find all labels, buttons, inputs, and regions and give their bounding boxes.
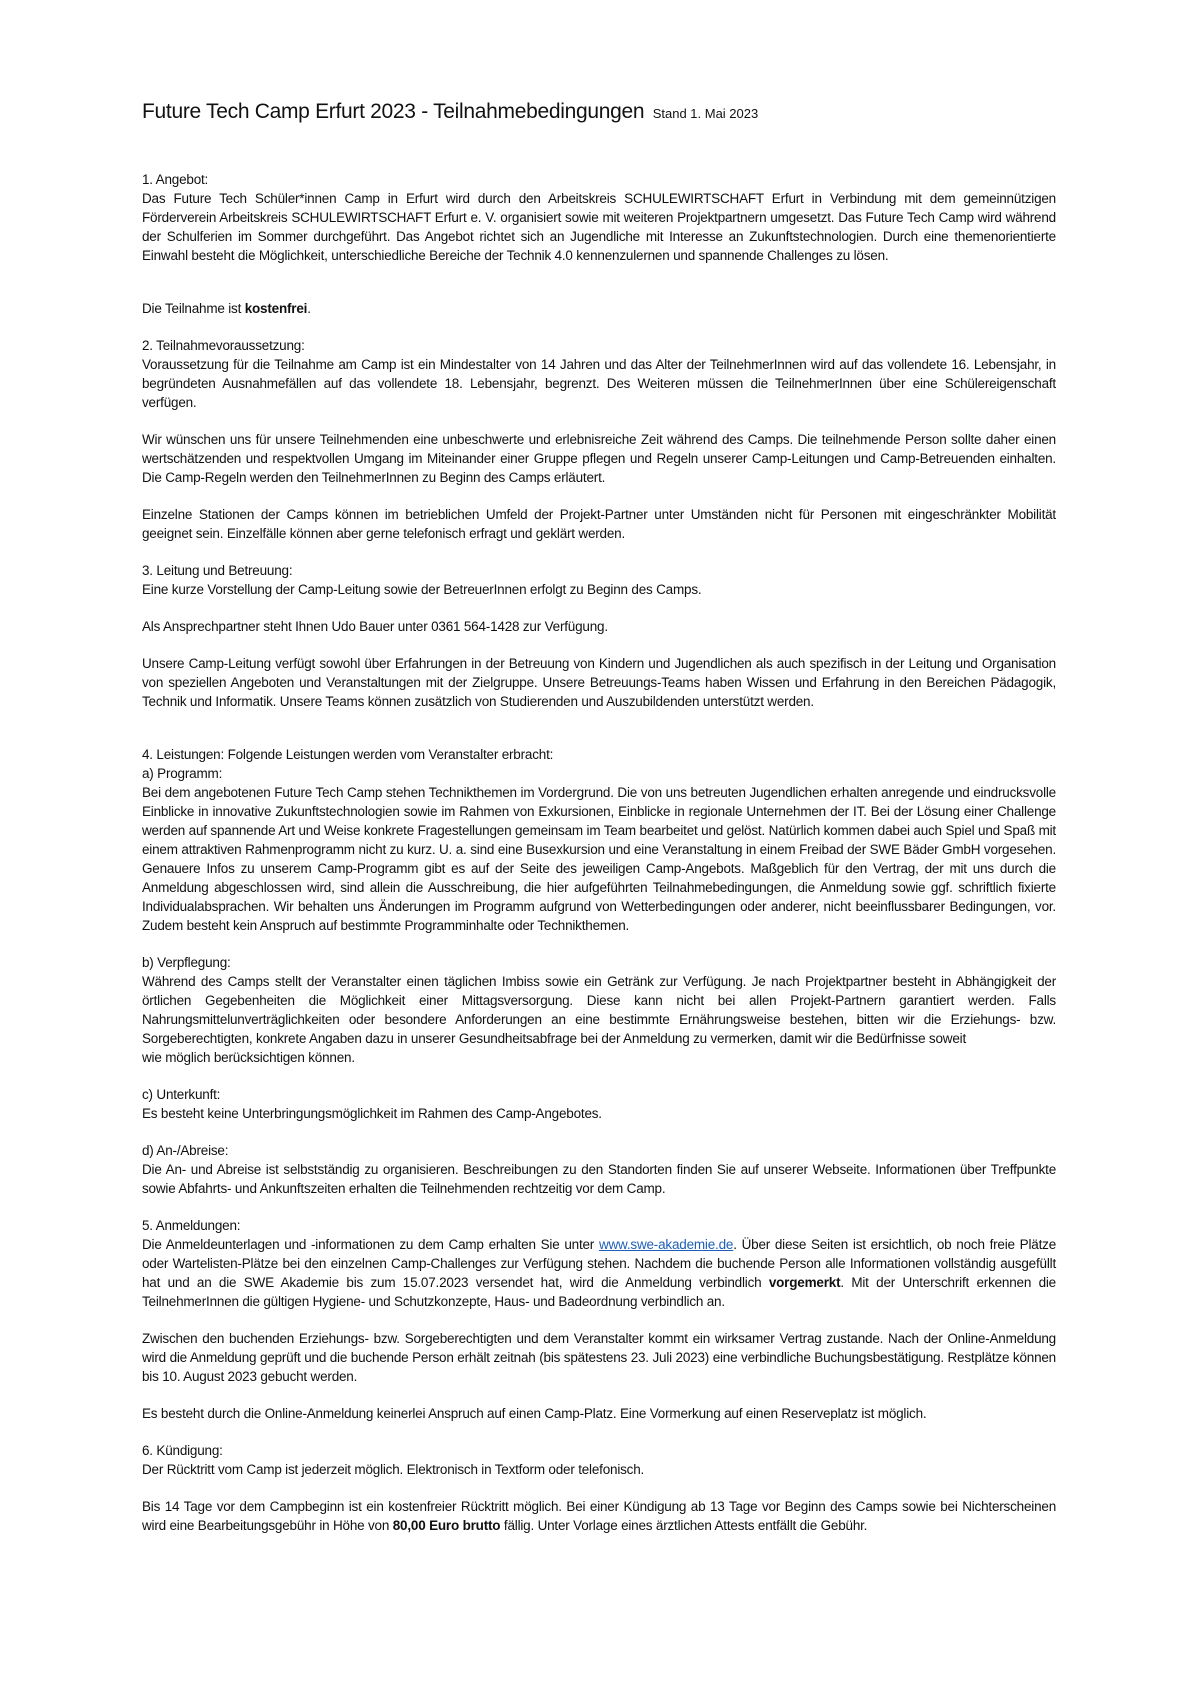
section-4d-body: Die An- und Abreise ist selbstständig zu organisieren. Beschreibungen zu den Standorten finden Sie auf unserer Webseite. Informationen über Treffpunkte sowie Abfahrts- und Ankunftszeiten erhalten die Teilnehmenden rechtzeitig vor dem Camp. (142, 1162, 1056, 1196)
section-3-heading: 3. Leitung und Betreuung: (142, 563, 293, 578)
section-5-heading: 5. Anmeldungen: (142, 1218, 241, 1233)
section-4b-body-end: wie möglich berücksichtigen können. (142, 1050, 355, 1065)
section-4c-body: Es besteht keine Unterbringungsmöglichkeit im Rahmen des Camp-Angebotes. (142, 1106, 602, 1121)
fee-statement-text: Die Teilnahme ist (142, 301, 245, 316)
section-6-fee-amount: 80,00 Euro brutto (392, 1518, 501, 1533)
section-5-text-b: . Über diese Seiten ist ersichtlich, ob noch freie Plätze oder Wartelisten-Plätze bei den einzelnen Camp-Challenges zur Verfügung stehen. Nachdem die buchende Person alle Informationen vollständig ausgefüllt hat und an die SWE Akademie bis zum 15.07.2023 versendet hat, wird die Anmeldung verbindlich (142, 1237, 1056, 1290)
version-date: Stand 1. Mai 2023 (652, 106, 759, 121)
title-text: Future Tech Camp Erfurt 2023 - Teilnahmebedingungen (142, 100, 645, 123)
section-4a-body: Bei dem angebotenen Future Tech Camp stehen Technikthemen im Vordergrund. Die von uns betreuten Jugendlichen erhalten anregende und eindrucksvolle Einblicke in innovative Zukunftstechnologien sowie im Rahmen von Exkursionen, Einblicke in regionale Unternehmen der IT. Bei der Lösung einer Challenge werden auf spannende Art und Weise konkrete Fragestellungen gemeinsam im Team bearbeitet und gelöst. Natürlich kommen dabei auch Spiel und Spaß mit einem attraktiven Rahmenprogramm nicht zu kurz. U. a. sind eine Busexkursion und eine Veranstaltung in einem Freibad der SWE Bäder GmbH vorgesehen. Genauere Infos zu unserem Camp-Programm gibt es auf der Seite des jeweiligen Camp-Angebots. Maßgeblich für den Vertrag, der mit uns durch die Anmeldung abgeschlossen wird, sind allein die Ausschreibung, die hier aufgeführten Teilnahmebedingungen, die Anmeldung sowie ggf. schriftlich fixierte Individualabsprachen. Wir behalten uns Änderungen im Programm aufgrund von Wetterbedingungen oder anderer, nicht beeinflussbarer Bedingungen, vor. Zudem besteht kein Anspruch auf bestimmte Programminhalte oder Technikthemen. (142, 785, 1056, 933)
section-2-paragraph-1: Voraussetzung für die Teilnahme am Camp ist ein Mindestalter von 14 Jahren und das Alter der TeilnehmerInnen wird auf das vollendete 16. Lebensjahr, in begründeten Ausnahmefällen auf das vollendete 18. Lebensjahr, begrenzt. Des Weiteren müssen die TeilnehmerInnen über eine Schülereigenschaft verfügen. (142, 357, 1056, 410)
section-4c-heading: c) Unterkunft: (142, 1087, 221, 1102)
fee-statement-bold: kostenfrei (244, 301, 308, 316)
section-3-contact: Als Ansprechpartner steht Ihnen Udo Bauer unter 0361 564-1428 zur Verfügung. (142, 619, 608, 634)
fee-statement (142, 299, 1056, 318)
section-6-paragraph-1: Der Rücktritt vom Camp ist jederzeit möglich. Elektronisch in Textform oder telefonisch. (142, 1462, 645, 1477)
fee-statement-end: . (307, 301, 311, 316)
section-1-body: Das Future Tech Schüler*innen Camp in Erfurt wird durch den Arbeitskreis SCHULEWIRTSCHAFT Erfurt in Verbindung mit dem gemeinnützigen Förderverein Arbeitskreis SCHULEWIRTSCHAFT Erfurt e. V. organisiert sowie mit weiteren Projektpartnern umgesetzt. Das Future Tech Camp wird während der Schulferien im Sommer durchgeführt. Das Angebot richtet sich an Jugendliche mit Interesse an Zukunftstechnologien. Durch eine themenorientierte Einwahl besteht die Möglichkeit, unterschiedliche Bereiche der Technik 4.0 kennenzulernen und spannende Challenges zu lösen. (142, 191, 1056, 263)
section-6-paragraph-2 (142, 1497, 1056, 1535)
document-title (142, 100, 758, 124)
section-5-paragraph-2: Zwischen den buchenden Erziehungs- bzw. Sorgeberechtigten und dem Veranstalter kommt ein wirksamer Vertrag zustande. Nach der Online-Anmeldung wird die Anmeldung geprüft und die buchende Person erhält zeitnah (bis spätestens 23. Juli 2023) eine verbindliche Buchungsbestätigung. Restplätze können bis 10. August 2023 gebucht werden. (142, 1331, 1056, 1384)
section-4a-heading: a) Programm: (142, 766, 223, 781)
section-5-text-c: . Mit der Unterschrift erkennen die TeilnehmerInnen die gültigen Hygiene- und Schutzkonzepte, Haus- und Badeordnung verbindlich an. (142, 1275, 1056, 1309)
section-3-paragraph-3: Unsere Camp-Leitung verfügt sowohl über Erfahrungen in der Betreuung von Kindern und Jugendlichen als auch spezifisch in der Leitung und Organisation von speziellen Angeboten und Veranstaltungen mit der Zielgruppe. Unsere Betreuungs-Teams haben Wissen und Erfahrung in den Bereichen Pädagogik, Technik und Informatik. Unsere Teams können zusätzlich von Studierenden und Auszubildenden unterstützt werden. (142, 656, 1056, 709)
section-2-heading: 2. Teilnahmevoraussetzung: (142, 338, 305, 353)
section-2-paragraph-2: Wir wünschen uns für unsere Teilnehmenden eine unbeschwerte und erlebnisreiche Zeit während des Camps. Die teilnehmende Person sollte daher einen wertschätzenden und respektvollen Umgang im Miteinander einer Gruppe pflegen und Regeln unserer Camp-Leitungen und Camp-Betreuenden einhalten. Die Camp-Regeln werden den TeilnehmerInnen zu Beginn des Camps erläutert. (142, 432, 1056, 485)
section-2-paragraph-3: Einzelne Stationen der Camps können im betrieblichen Umfeld der Projekt-Partner unter Umständen nicht für Personen mit eingeschränkter Mobilität geeignet sein. Einzelfälle können aber gerne telefonisch erfragt und geklärt werden. (142, 507, 1056, 541)
section-6-heading: 6. Kündigung: (142, 1443, 223, 1458)
section-4d-heading: d) An-/Abreise: (142, 1143, 229, 1158)
section-3-paragraph-1: Eine kurze Vorstellung der Camp-Leitung sowie der BetreuerInnen erfolgt zu Beginn des Camps. (142, 582, 702, 597)
section-5-paragraph-1 (142, 1235, 1056, 1311)
section-5-paragraph-3: Es besteht durch die Online-Anmeldung keinerlei Anspruch auf einen Camp-Platz. Eine Vormerkung auf einen Reserveplatz ist möglich. (142, 1406, 927, 1421)
section-5-text-a: Die Anmeldeunterlagen und -informationen zu dem Camp erhalten Sie unter (142, 1237, 599, 1252)
section-6-text-a: Bis 14 Tage vor dem Campbeginn ist ein kostenfreier Rücktritt möglich. Bei einer Kündigung ab 13 Tage vor Beginn des Camps sowie bei Nichterscheinen wird eine Bearbeitungsgebühr in Höhe von (142, 1499, 1056, 1533)
document-body (142, 170, 1056, 1535)
section-4-heading: 4. Leistungen: Folgende Leistungen werden vom Veranstalter erbracht: (142, 747, 554, 762)
section-4b-heading: b) Verpflegung: (142, 955, 231, 970)
swe-akademie-link[interactable]: www.swe-akademie.de (598, 1237, 734, 1252)
section-6-text-b: fällig. Unter Vorlage eines ärztlichen Attests entfällt die Gebühr. (500, 1518, 868, 1533)
section-4b-body: Während des Camps stellt der Veranstalter einen täglichen Imbiss sowie ein Getränk zur Verfügung. Je nach Projektpartner besteht in Abhängigkeit der örtlichen Gegebenheiten die Möglichkeit einer Mittagsversorgung. Diese kann nicht bei allen Projekt-Partnern garantiert werden. Falls Nahrungsmittelunverträglichkeiten oder besondere Anforderungen an eine bestimmte Ernährungsweise bestehen, bitten wir die Erziehungs- bzw. Sorgeberechtigten, konkrete Angaben dazu in unserer Gesundheitsabfrage bei der Anmeldung zu vermerken, damit wir die Bedürfnisse soweit (142, 974, 1056, 1046)
section-1-heading: 1. Angebot: (142, 172, 209, 187)
section-5-bold-term: vorgemerkt (768, 1275, 841, 1290)
